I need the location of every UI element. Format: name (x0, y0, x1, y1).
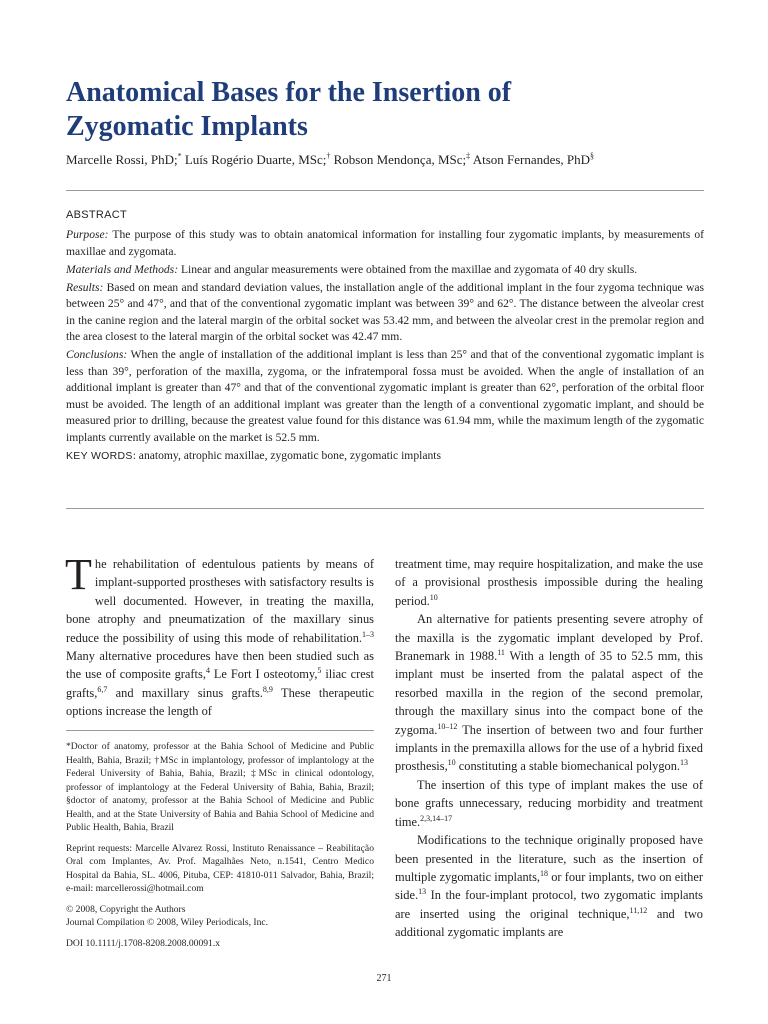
affiliations: *Doctor of anatomy, professor at the Bahia School of Medicine and Public Health, Bahia, Brazil; †MSc in implantology, professor of implantology at the Federal University of Bahia, Bahia, Brazil; ‡MSc in clinical odontology, professor of implantology at the Federal University of Bahia, Bahia, Brazil; §doctor of anatomy, professor at the Bahia School of Medicine and Public Health, and at the State University of Bahia and Bahia School of Medicine and Public Health, Bahia, Brazil (66, 741, 374, 833)
ref-4: 6,7 (97, 684, 108, 694)
copyright-authors: © 2008, Copyright the Authors (66, 903, 186, 915)
footnotes (66, 740, 374, 957)
ref-5: 8,9 (262, 684, 273, 694)
right-text-2b: With a length of 35 to 52.5 mm, this implant must be inserted from the palatal aspect of the resorbed maxilla in the region of the second premolar, through the maxillary sinus into the compact bone of the zygoma. (395, 649, 703, 737)
results-text: Based on mean and standard deviation values, the installation angle of the additional implant in the four zygoma technique was between 25° and 47°, and that of the conventional zygomatic implant was between 39° and 62°. The distance between the alveolar crest in the canine region and the lateral margin of the orbital socket was 53.42 mm, and between the alveolar crest in the premolar region and the area closest to the lateral margin of the orbital socket was 42.47 mm. (66, 280, 704, 343)
intro-text-4: iliac crest grafts, (66, 667, 374, 700)
author-4: Atson Fernandes, PhD (470, 152, 591, 167)
title-line-1: Anatomical Bases for the Insertion of (66, 77, 512, 108)
abstract-conclusions (66, 347, 704, 446)
drop-cap: T (65, 550, 92, 599)
ref-10b: 10 (447, 758, 456, 768)
footnote-rule (66, 730, 374, 731)
ref-13: 13 (680, 758, 689, 768)
abstract-body (66, 227, 704, 466)
ref-10: 10 (429, 592, 438, 602)
ref-18: 18 (540, 868, 549, 878)
copyright-journal: Journal Compilation © 2008, Wiley Periodicals, Inc. (66, 917, 269, 928)
author-3: Robson Mendonça, MSc; (330, 152, 467, 167)
conclusions-label: Conclusions: (66, 348, 128, 361)
author-4-mark: § (590, 151, 595, 161)
ref-10-12: 10–12 (437, 721, 458, 731)
methods-text: Linear and angular measurements were obtained from the maxillae and zygomata of 40 dry skulls. (178, 262, 638, 276)
methods-label: Materials and Methods: (66, 262, 179, 276)
right-text-2d: constituting a stable biomechanical polygon. (455, 759, 681, 774)
article-title (66, 76, 706, 144)
top-rule (66, 190, 704, 191)
title-line-2: Zygomatic Implants (66, 111, 308, 142)
author-list (66, 152, 716, 168)
abstract-results (66, 280, 704, 346)
page-number: 271 (376, 973, 392, 984)
abstract-bottom-rule (66, 508, 704, 509)
intro-text-5: and maxillary sinus grafts. (107, 685, 263, 700)
author-3-mark: ‡ (466, 151, 471, 161)
conclusions-text: When the angle of installation of the additional implant is less than 25° and that of the conventional zygomatic implant is less than 39°, perforation of the maxilla, zygoma, or the infratemporal fossa must be avoided. When the angle of installation of an additional implant is greater than 47° and that of the conventional zygomatic implant is greater than 62°, perforation of the orbital floor must be avoided. The length of an additional implant was greater than the length of a conventional zygomatic implant, and should be measured prior to drilling, because the greatest value found for this distance was 61.94 mm, while the maximum length of the zygomatic implants currently available on the market is 52.5 mm. (66, 348, 704, 444)
ref-3: 5 (317, 666, 322, 676)
right-text-4c: In the four-implant protocol, two zygomatic implants are inserted using the original technique, (395, 888, 703, 921)
intro-text-1: he rehabilitation of edentulous patients by means of implant-supported prostheses with satisfactory results is well documented. However, in treating the maxilla, bone atrophy and pneumatization of the maxillary sinus reduce the possibility of using this mode of rehabilitation. (66, 557, 374, 645)
right-text-1: treatment time, may require hospitalization, and make the use of a provisional prosthesis impossible during the healing period. (395, 557, 703, 608)
purpose-label: Purpose: (66, 228, 109, 241)
abstract-methods (66, 262, 704, 279)
intro-text-3: Le Fort I osteotomy, (209, 667, 318, 682)
keywords-text: : anatomy, atrophic maxillae, zygomatic bone, zygomatic implants (132, 448, 442, 462)
abstract-heading: ABSTRACT (66, 209, 128, 221)
intro-paragraph (65, 550, 374, 721)
ref-11-12: 11,12 (629, 905, 648, 915)
right-text-4a: Modifications to the technique originally proposed have been presented in the literature, such as the insertion of multiple zygomatic implants, (395, 833, 703, 884)
purpose-text: The purpose of this study was to obtain anatomical information for installing four zygomatic implants, by measurements of maxillae and zygomata. (66, 228, 704, 258)
right-text-2a: An alternative for patients presenting severe atrophy of the maxilla is the zygomatic implant developed by Prof. Branemark in 1988. (395, 612, 703, 664)
left-column (65, 550, 374, 721)
ref-1: 1–3 (362, 629, 374, 639)
right-paragraph-3 (395, 776, 703, 831)
abstract-purpose (66, 227, 704, 260)
doi: DOI 10.1111/j.1708-8208.2008.00091.x (66, 937, 221, 949)
intro-text-2: Many alternative procedures have then been studied such as the use of composite grafts, (66, 649, 374, 682)
right-text-4b: or four implants, two on either side. (395, 869, 703, 903)
reprint-requests: Reprint requests: Marcelle Alvarez Rossi, Instituto Renaissance – Reabilitação Oral com Implantes, Av. Prof. Magalhães Neto, n.1541, Centro Medico Hospital da Bahia, SL. 4006, Pituba, CEP: 41810-011 Salvador, Bahia, Brazil; e-mail: marcellerossi@hotmail.com (66, 842, 374, 894)
ref-2: 4 (205, 666, 210, 676)
results-label: Results: (66, 280, 104, 294)
author-1: Marcelle Rossi, PhD; (66, 152, 178, 167)
right-text-3: The insertion of this type of implant makes the use of bone grafts unnecessary, reducing morbidity and treatment time. (395, 777, 703, 829)
author-2: Luís Rogério Duarte, MSc; (181, 152, 327, 167)
right-paragraph-1 (395, 555, 703, 610)
author-1-mark: * (177, 151, 182, 161)
ref-2-3-14-17: 2,3,14–17 (420, 813, 453, 823)
right-column (395, 555, 703, 942)
ref-11: 11 (497, 647, 505, 657)
intro-text-6: These therapeutic options increase the length of (66, 685, 374, 719)
author-2-mark: † (326, 151, 331, 161)
ref-13b: 13 (418, 887, 427, 897)
right-text-4d: and two additional zygomatic implants are (395, 906, 703, 940)
keywords-label: KEY WORDS (66, 449, 133, 462)
keywords (66, 448, 704, 465)
right-paragraph-2 (395, 610, 703, 776)
right-text-2c: The insertion of between two and four further implants in the premaxilla allows for the use of a hybrid fixed prosthesis, (395, 722, 703, 774)
right-paragraph-4 (395, 831, 703, 941)
